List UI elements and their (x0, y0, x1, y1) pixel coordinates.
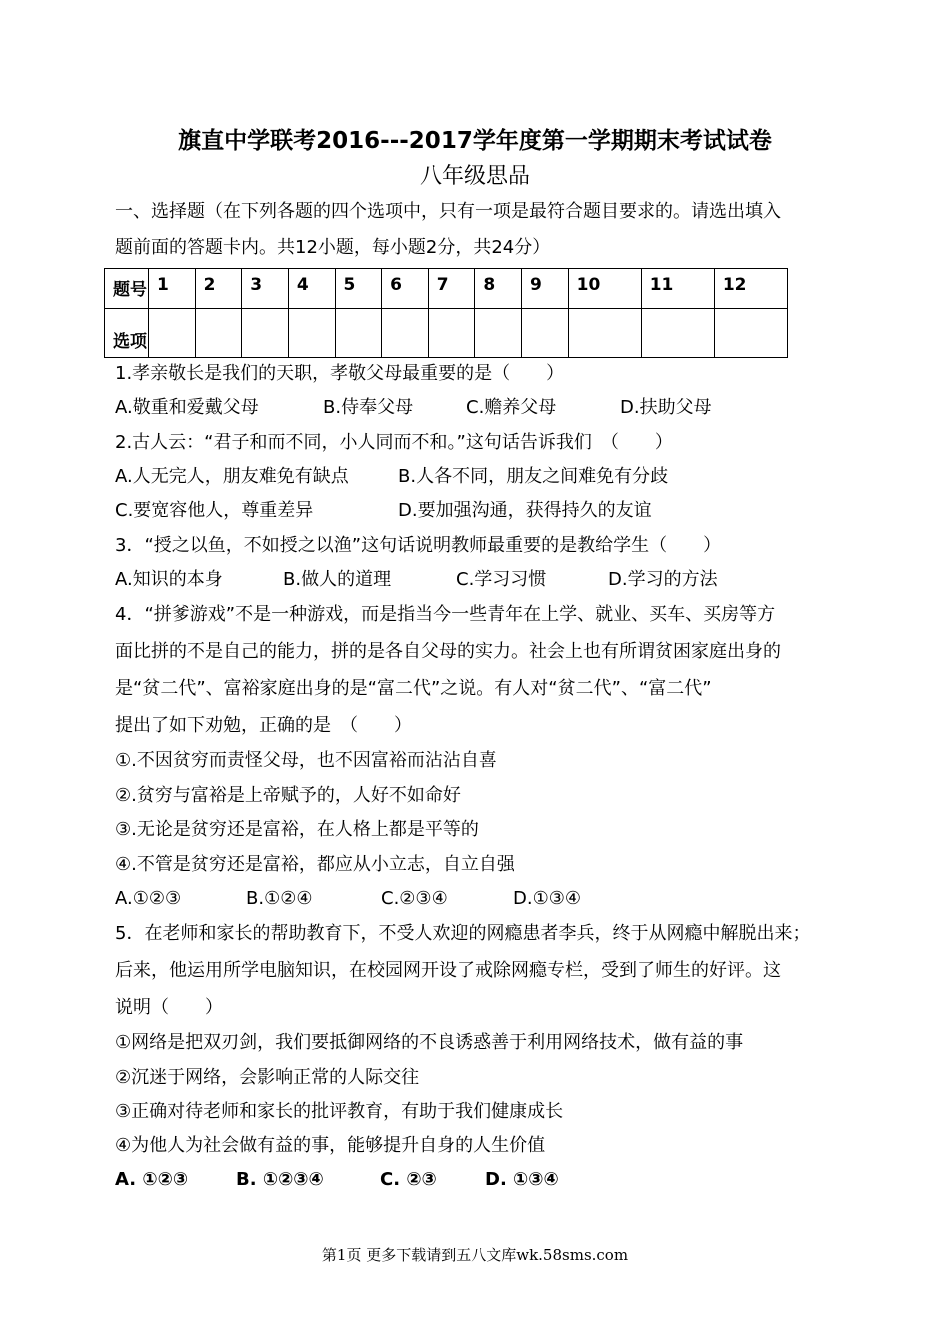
answer-blank-cell[interactable] (242, 309, 289, 358)
exam-title: 旗直中学联考2016---2017学年度第一学期期末考试试卷 (178, 128, 772, 154)
option-a: A.敬重和爱戴父母 (115, 397, 259, 418)
answer-blank-cell[interactable] (641, 309, 714, 358)
table-cell-number: 4 (288, 269, 335, 309)
table-cell-number: 10 (568, 269, 641, 309)
option-d: D.学习的方法 (608, 569, 718, 590)
option-c: C.②③④ (381, 888, 448, 909)
statement: ③.无论是贫穷还是富裕，在人格上都是平等的 (115, 819, 479, 840)
table-cell-number: 5 (335, 269, 382, 309)
question-stem-line: 4．“拼爹游戏”不是一种游戏，而是指当今一些青年在上学、就业、买车、买房等方 (115, 604, 776, 625)
instruction-line-2: 题前面的答题卡内。共12小题，每小题2分，共24分） (115, 237, 551, 258)
question-stem-line: 提出了如下劝勉，正确的是 （ ） (115, 715, 412, 736)
statement: ②.贫穷与富裕是上帝赋予的，人好不如命好 (115, 785, 461, 806)
statement: ④为他人为社会做有益的事，能够提升自身的人生价值 (115, 1135, 546, 1156)
option-b: B.做人的道理 (283, 569, 392, 590)
statement: ①.不因贫穷而责怪父母，也不因富裕而沾沾自喜 (115, 750, 497, 771)
answer-table-option-row (105, 309, 788, 358)
option-c: C. ②③ (380, 1169, 437, 1190)
table-header-number: 题号 (105, 269, 149, 309)
option-d: D.要加强沟通，获得持久的友谊 (398, 500, 652, 521)
option-b: B.人各不同，朋友之间难免有分歧 (398, 466, 669, 487)
statement: ①网络是把双刃剑，我们要抵御网络的不良诱惑善于利用网络技术，做有益的事 (115, 1032, 744, 1053)
table-cell-number: 12 (714, 269, 787, 309)
option-a: A.①②③ (115, 888, 182, 909)
table-header-option: 选项 (105, 309, 149, 358)
table-cell-number: 11 (641, 269, 714, 309)
option-b: B. ①②③④ (236, 1169, 324, 1190)
statement: ②沉迷于网络，会影响正常的人际交往 (115, 1067, 420, 1088)
option-d: D.扶助父母 (620, 397, 712, 418)
question-stem-line: 说明（ ） (115, 997, 223, 1018)
question-stem: 2.古人云：“君子和而不同，小人同而不和。”这句话告诉我们 （ ） (115, 432, 673, 453)
option-a: A. ①②③ (115, 1169, 189, 1190)
answer-blank-cell[interactable] (195, 309, 242, 358)
answer-blank-cell[interactable] (149, 309, 196, 358)
option-c: C.学习习惯 (456, 569, 547, 590)
answer-table-number-row (105, 269, 788, 309)
answer-blank-cell[interactable] (335, 309, 382, 358)
option-c: C.赡养父母 (466, 397, 557, 418)
question-stem-line: 后来，他运用所学电脑知识，在校园网开设了戒除网瘾专栏，受到了师生的好评。这 (115, 960, 781, 981)
answer-blank-cell[interactable] (382, 309, 429, 358)
table-cell-number: 7 (428, 269, 475, 309)
instruction-line-1: 一、选择题（在下列各题的四个选项中，只有一项是最符合题目要求的。请选出填入 (115, 201, 781, 222)
table-cell-number: 3 (242, 269, 289, 309)
answer-blank-cell[interactable] (288, 309, 335, 358)
option-d: D. ①③④ (485, 1169, 559, 1190)
option-c: C.要宽容他人，尊重差异 (115, 500, 314, 521)
statement: ③正确对待老师和家长的批评教育，有助于我们健康成长 (115, 1101, 564, 1122)
option-d: D.①③④ (513, 888, 581, 909)
statement: ④.不管是贫穷还是富裕，都应从小立志，自立自强 (115, 854, 515, 875)
table-cell-number: 6 (382, 269, 429, 309)
question-stem: 3．“授之以鱼，不如授之以渔”这句话说明教师最重要的是教给学生（ ） (115, 535, 722, 556)
table-cell-number: 2 (195, 269, 242, 309)
answer-blank-cell[interactable] (428, 309, 475, 358)
page-footer: 第1页 更多下载请到五八文库wk.58sms.com (321, 1246, 629, 1264)
option-b: B.侍奉父母 (323, 397, 414, 418)
question-stem-line: 面比拼的不是自己的能力，拼的是各自父母的实力。社会上也有所谓贫困家庭出身的 (115, 641, 781, 662)
table-cell-number: 9 (522, 269, 569, 309)
answer-blank-cell[interactable] (714, 309, 787, 358)
table-cell-number: 1 (149, 269, 196, 309)
exam-subtitle: 八年级思品 (419, 164, 530, 189)
question-stem: 1.孝亲敬长是我们的天职，孝敬父母最重要的是（ ） (115, 363, 565, 384)
answer-blank-cell[interactable] (475, 309, 522, 358)
table-cell-number: 8 (475, 269, 522, 309)
option-a: A.人无完人，朋友难免有缺点 (115, 466, 349, 487)
option-a: A.知识的本身 (115, 569, 223, 590)
question-stem-line: 是“贫二代”、富裕家庭出身的是“富二代”之说。有人对“贫二代”、“富二代” (115, 678, 712, 699)
option-b: B.①②④ (246, 888, 313, 909)
answer-blank-cell[interactable] (522, 309, 569, 358)
answer-blank-cell[interactable] (568, 309, 641, 358)
question-stem-line: 5．在老师和家长的帮助教育下，不受人欢迎的网瘾患者李兵，终于从网瘾中解脱出来； (115, 923, 811, 944)
answer-card-table (104, 268, 788, 358)
